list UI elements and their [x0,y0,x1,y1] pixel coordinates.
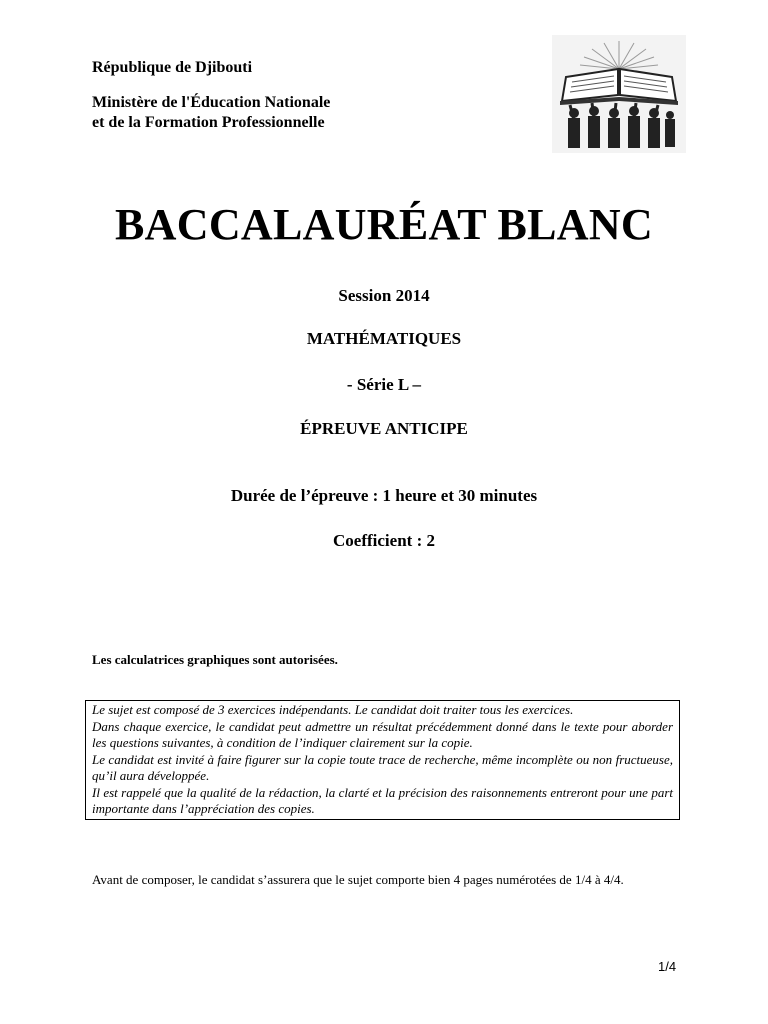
instruction-paragraph: Il est rappelé que la qualité de la rédaction, la clarté et la précision des raisonnements entreront pour une part importante dans l’appréciation des copies. [92,784,673,816]
instruction-paragraph: Dans chaque exercice, le candidat peut admettre un résultat précédemment donné dans le texte pour aborder les questions suivantes, à condition de l’indiquer clairement sur la copie. [92,718,673,750]
instruction-paragraph: Le sujet est composé de 3 exercices indépendants. Le candidat doit traiter tous les exercices. [92,702,574,717]
page-number: 1/4 [658,959,677,974]
instruction-paragraph: Le candidat est invité à faire figurer sur la copie toute trace de recherche, même incomplète ou non fructueuse, qu’il aura développée. [92,751,673,783]
country-name: République de Djibouti [92,59,253,76]
test-type-label: ÉPREUVE ANTICIPE [300,419,468,438]
open-book-with-people-emblem-icon [552,35,686,153]
subject-label: MATHÉMATIQUES [306,329,462,348]
ministry-line-2: et de la Formation Professionnelle [92,114,325,131]
coefficient-label: Coefficient : 2 [333,531,435,550]
calculators-note: Les calculatrices graphiques sont autorisées. [92,652,338,667]
duration-label: Durée de l’épreuve : 1 heure et 30 minutes [230,486,538,505]
pages-note: Avant de composer, le candidat s’assurera que le sujet comporte bien 4 pages numérotées de 1/4 à 4/4. [92,872,624,887]
session-label: Session 2014 [338,286,430,305]
series-label: - Série L – [346,375,422,394]
ministry-line-1: Ministère de l'Éducation Nationale [92,94,331,111]
instructions-box [85,700,680,820]
exam-title: BACCALAURÉAT BLANC [115,200,653,249]
